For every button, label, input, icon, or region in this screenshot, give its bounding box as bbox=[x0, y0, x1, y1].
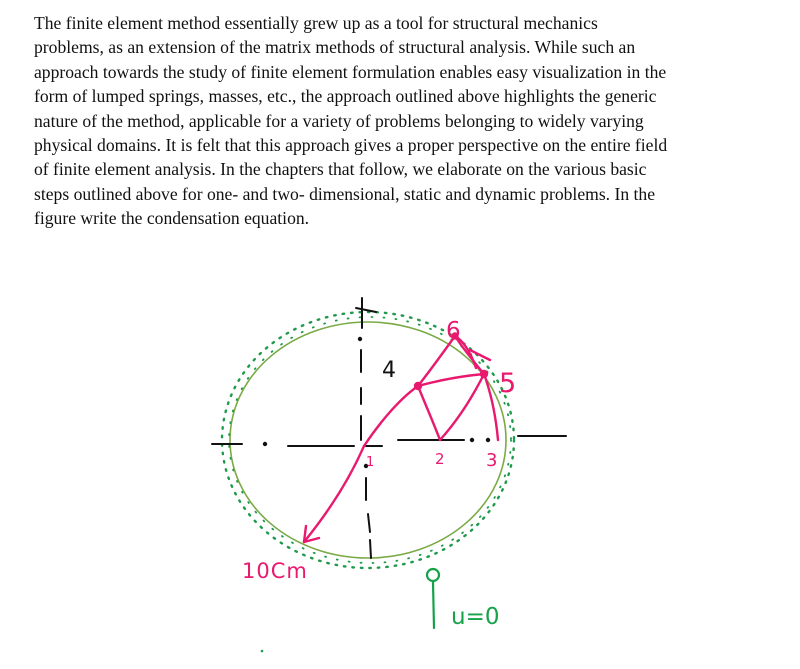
paragraph-line: steps outlined above for one- and two- dimensional, static and dynamic problems. In the bbox=[34, 183, 656, 204]
radius-label: 10Cm bbox=[242, 559, 308, 583]
paragraph-line: physical domains. It is felt that this approach gives a proper perspective on the entire field bbox=[34, 135, 668, 156]
paragraph-line: approach towards the study of finite element formulation enables easy visualization in the bbox=[34, 61, 667, 82]
paragraph-line: form of lumped springs, masses, etc., the approach outlined above highlights the generic bbox=[34, 86, 657, 107]
paragraph-line: The finite element method essentially grew up as a tool for structural mechanics bbox=[34, 13, 598, 33]
boundary-condition bbox=[427, 569, 439, 628]
node-label-3: 3 bbox=[486, 450, 498, 471]
node-label-2: 2 bbox=[435, 450, 445, 468]
pin-icon bbox=[427, 569, 439, 581]
node-label-5: 5 bbox=[499, 368, 517, 399]
paragraph-line: nature of the method, applicable for a variety of problems belonging to widely varying bbox=[34, 110, 644, 131]
paragraph-line: figure write the condensation equation. bbox=[34, 208, 310, 229]
node-label-4: 4 bbox=[382, 358, 396, 383]
paragraph-line: problems, as an extension of the matrix methods of structural analysis. While such an bbox=[34, 37, 636, 58]
node-label-6: 6 bbox=[446, 318, 461, 344]
element-mesh bbox=[304, 334, 498, 543]
node-label-1: 1 bbox=[366, 455, 375, 470]
paragraph-line: of finite element analysis. In the chapters that follow, we elaborate on the various basic bbox=[34, 159, 647, 180]
boundary-condition-label: u=0 bbox=[451, 604, 500, 630]
node-labels bbox=[366, 318, 516, 471]
stray-mark bbox=[261, 650, 264, 653]
